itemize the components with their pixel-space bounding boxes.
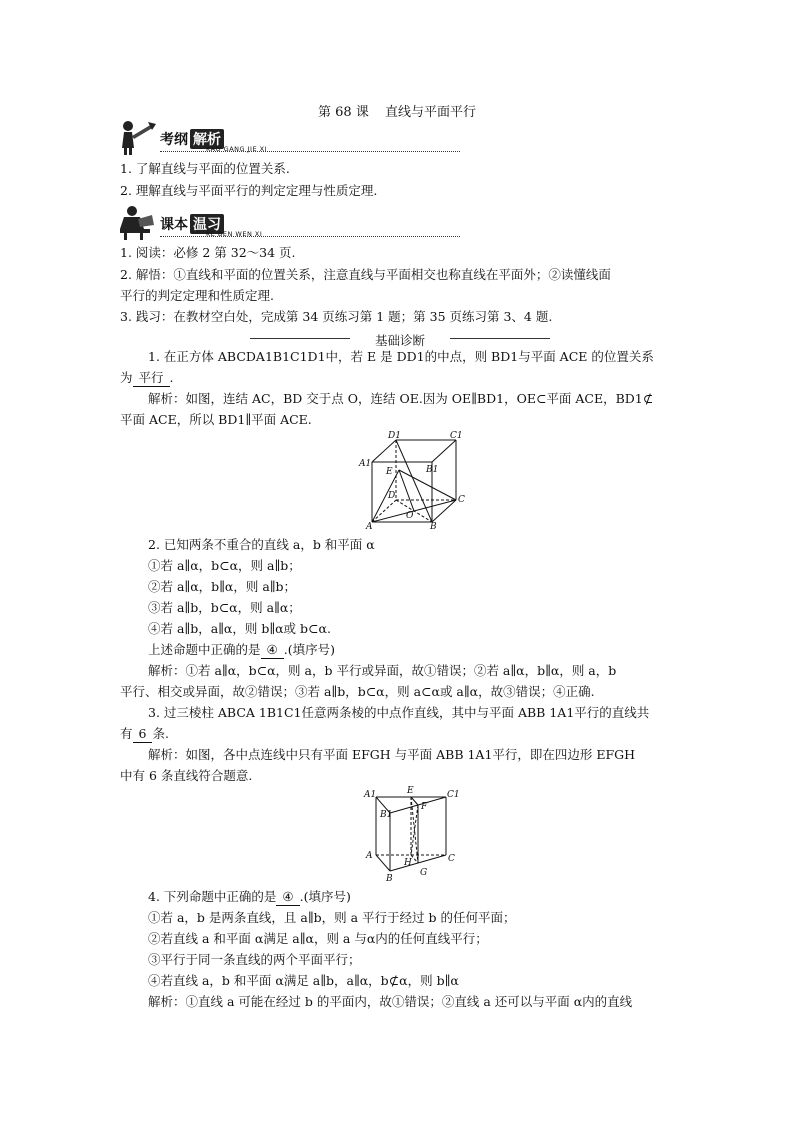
q2-item: ④若 a∥b，a∥α，则 b∥α或 b⊂α. [148, 621, 331, 636]
q1-stem-a: 1. 在正方体 ABCDA [148, 349, 265, 364]
lesson-number: 第 68 课 [318, 105, 369, 120]
label-a: A [366, 851, 373, 861]
section-heading: 基础诊断 [374, 333, 425, 348]
section-divider [250, 331, 550, 348]
q2-item: ②若 a∥α，b∥α，则 a∥b； [148, 579, 297, 594]
banner-prefix: 考纲 [160, 132, 188, 148]
outline-item: 2. 理解直线与平面平行的判定定理与性质定理. [120, 183, 378, 198]
review-item: 2. 解悟：①直线和平面的位置关系，注意直线与平面相交也称直线在平面外；②读懂线面 [120, 267, 611, 282]
q3-stem-a: 有 [120, 726, 133, 741]
label-f: F [421, 802, 428, 812]
q4-stem-b: .(填序号) [299, 889, 351, 904]
label-c1: C1 [450, 431, 463, 441]
banner-review [118, 203, 348, 243]
q2-ask-end: .(填序号) [283, 642, 335, 657]
q4-item: ①若 a，b 是两条直线，且 a∥b，则 a 平行于经过 b 的任何平面； [148, 910, 516, 925]
q4-stem [148, 889, 351, 906]
label-h: H [404, 858, 412, 868]
student-reading-icon [118, 203, 158, 241]
label-a1: A1 [359, 459, 372, 469]
q1-stem-d: . [169, 370, 174, 385]
edge [376, 855, 390, 871]
label-e: E [386, 467, 393, 477]
outline-item: 1. 了解直线与平面的位置关系. [120, 161, 290, 176]
q4-answer: ④ [276, 889, 299, 906]
label-c1: C1 [447, 790, 460, 800]
edge [372, 440, 396, 462]
hidden-edge [411, 805, 418, 855]
q3-stem: 3. 过三棱柱 ABCA 1B1C1任意两条棱的中点作直线，其中与平面 ABB 1A1平行的直线共 [148, 705, 650, 720]
q2-ask [148, 642, 335, 659]
banner-boxed: 解析 [190, 129, 224, 149]
q1-answer-line [120, 370, 174, 387]
q2-answer: ④ [261, 642, 284, 659]
label-o: O [406, 511, 414, 521]
banner-divider [160, 151, 460, 152]
label-b1: B1 [426, 465, 439, 475]
cube-figure [358, 428, 468, 530]
q2-solution: 解析：①若 a∥α，b⊂α，则 a，b 平行或异面，故①错误；②若 a∥α，b∥α，则 a，b [148, 663, 617, 678]
label-d1: D1 [388, 431, 401, 441]
label-c: C [448, 854, 455, 864]
label-e: E [407, 786, 414, 796]
label-b: B [430, 522, 437, 530]
edge [432, 440, 456, 462]
label-a1: A1 [364, 790, 377, 800]
q1-stem-c: 为 [120, 370, 133, 385]
label-a: A [366, 522, 373, 530]
hidden-edge [411, 855, 418, 863]
q2-item: ①若 a∥α，b⊂α，则 a∥b； [148, 558, 301, 573]
q4-item: ④若直线 a，b 和平面 α满足 a∥b，a∥α，b⊄α，则 b∥α [148, 973, 459, 988]
q1-stem-b: 1B1C1D1中，若 E 是 DD1的中点，则 BD1与平面 ACE 的位置关系 [264, 349, 654, 364]
q3-answer-line [120, 726, 169, 743]
q4-stem-a: 4. 下列命题中正确的是 [148, 889, 277, 904]
q1-answer: 平行 [133, 370, 170, 387]
q1-stem [148, 349, 654, 365]
label-d: D [388, 491, 396, 501]
banner-english: KE BEN WEN XI [206, 230, 263, 238]
q2-ask-text: 上述命题中正确的是 [148, 642, 261, 657]
banner-prefix: 课本 [160, 217, 188, 233]
student-pointing-icon [118, 118, 158, 156]
label-b1: B1 [380, 810, 393, 820]
q3-solution: 解析：如图，各中点连线中只有平面 EFGH 与平面 ABB 1A1平行，即在四边形 EFGH [148, 747, 636, 762]
q3-stem-b: 条. [152, 726, 169, 741]
q3-answer: 6 [133, 726, 153, 743]
banner-english: KAO GANG JIE XI [206, 145, 267, 153]
q1-solution: 解析：如图，连结 AC，BD 交于点 O，连结 OE.因为 OE∥BD1，OE⊂平面 ACE，BD1⊄ [148, 391, 654, 406]
q4-item: ②若直线 a 和平面 α满足 a∥α，则 a 与α内的任何直线平行； [148, 931, 488, 946]
review-item: 1. 阅读：必修 2 第 32～34 页. [120, 245, 296, 260]
divider-line-right [450, 338, 550, 339]
q2-stem: 2. 已知两条不重合的直线 a，b 和平面 α [148, 537, 375, 552]
lesson-topic: 直线与平面平行 [384, 105, 476, 120]
q4-solution: 解析：①直线 a 可能在经过 b 的平面内，故①错误；②直线 a 还可以与平面 α内的直线 [148, 994, 633, 1009]
q2-item: ③若 a∥b，b⊂α，则 a∥α； [148, 600, 301, 615]
label-g: G [420, 868, 428, 878]
hidden-edge [396, 500, 432, 522]
q3-solution: 中有 6 条直线符合题意. [120, 768, 253, 783]
label-c: C [458, 495, 465, 505]
q4-item: ③平行于同一条直线的两个平面平行； [148, 952, 361, 967]
q1-solution: 平面 ACE，所以 BD1∥平面 ACE. [120, 412, 312, 427]
banner-boxed: 温习 [190, 214, 224, 234]
banner-divider [160, 236, 460, 237]
banner-outline [118, 118, 348, 158]
q2-solution: 平行、相交或异面，故②错误；③若 a∥b，b⊂α，则 a⊂α或 a∥α，故③错误；④正确. [120, 684, 595, 699]
review-item: 3. 践习：在教材空白处，完成第 34 页练习第 1 题；第 35 页练习第 3、4 题. [120, 309, 553, 324]
review-item: 平行的判定定理和性质定理. [120, 288, 274, 303]
label-b: B [386, 874, 393, 883]
prism-figure [362, 785, 462, 883]
